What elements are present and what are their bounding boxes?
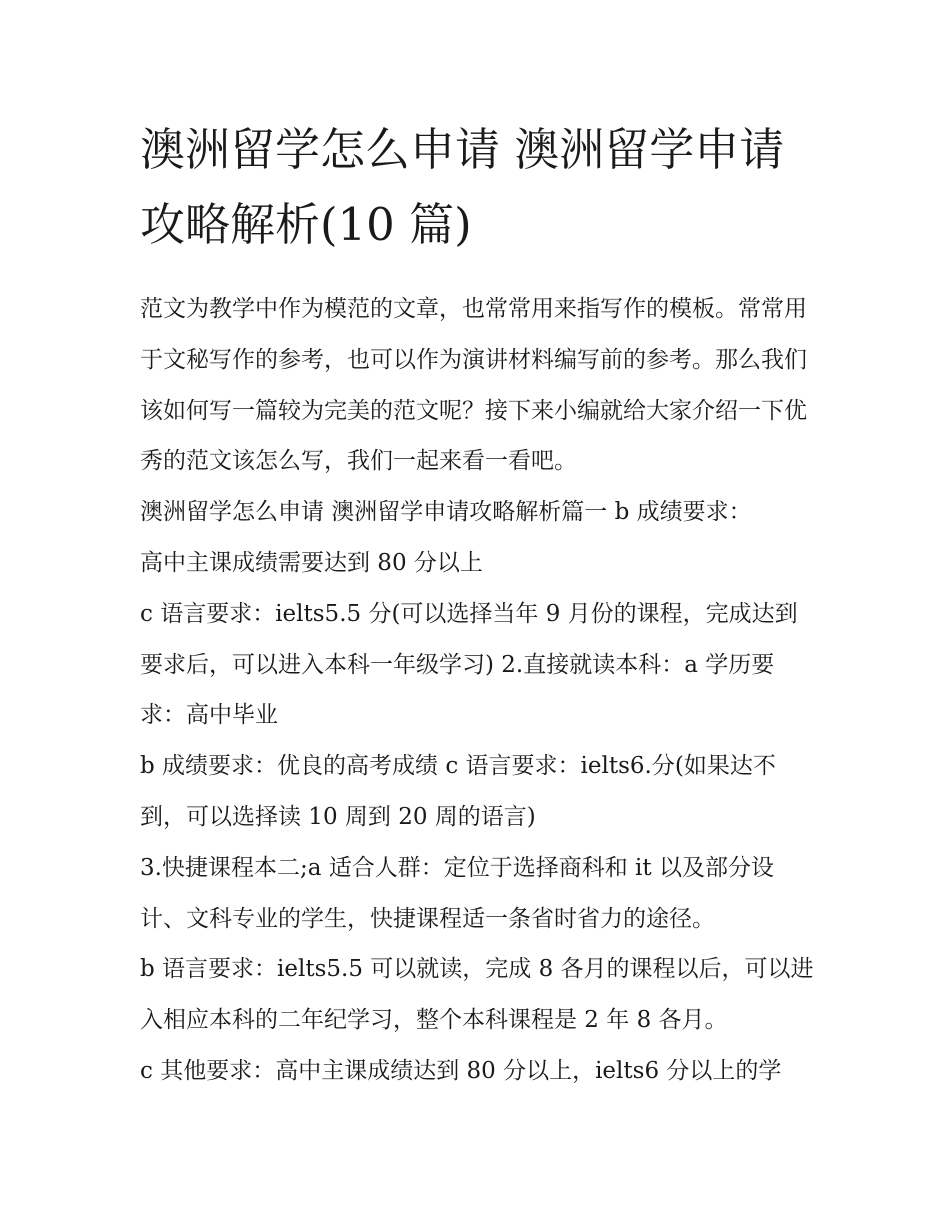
paragraph-language-requirement: c 语言要求：ielts5.5 分(可以选择当年 9 月份的课程，完成达到要求后，可以进入本科一年级学习) 2.直接就读本科：a 学历要求：高中毕业 [140,600,798,729]
paragraph-intro: 范文为教学中作为模范的文章，也常常用来指写作的模板。常常用于文秘写作的参考，也可以作为演讲材料编写前的参考。那么我们该如何写一篇较为完美的范文呢？接下来小编就给大家介绍一下优秀的范文该怎么写，我们一起来看一看吧。 [140,296,807,475]
paragraph-other-requirements: c 其他要求：高中主课成绩达到 80 分以上，ielts6 分以上的学 [140,1057,782,1084]
paragraph-fast-track-language: b 语言要求：ielts5.5 可以就读，完成 8 各月的课程以后，可以进入相应本科的二年纪学习，整个本科课程是 2 年 8 各月。 [140,956,814,1034]
document-page [140,112,815,1097]
paragraph-fast-track: 3.快捷课程本二;a 适合人群：定位于选择商科和 it 以及部分设计、文科专业的学生，快捷课程适一条省时省力的途径。 [140,854,774,932]
document-title: 澳洲留学怎么申请 澳洲留学申请攻略解析(10 篇) [140,123,785,251]
paragraph-score-requirement: 高中主课成绩需要达到 80 分以上 [140,549,483,576]
paragraph-section-one-heading: 澳洲留学怎么申请 澳洲留学申请攻略解析篇一 b 成绩要求： [140,499,752,526]
paragraph-score-language-direct: b 成绩要求：优良的高考成绩 c 语言要求：ielts6.分(如果达不到，可以选择读 10 周到 20 周的语言) [140,753,776,830]
